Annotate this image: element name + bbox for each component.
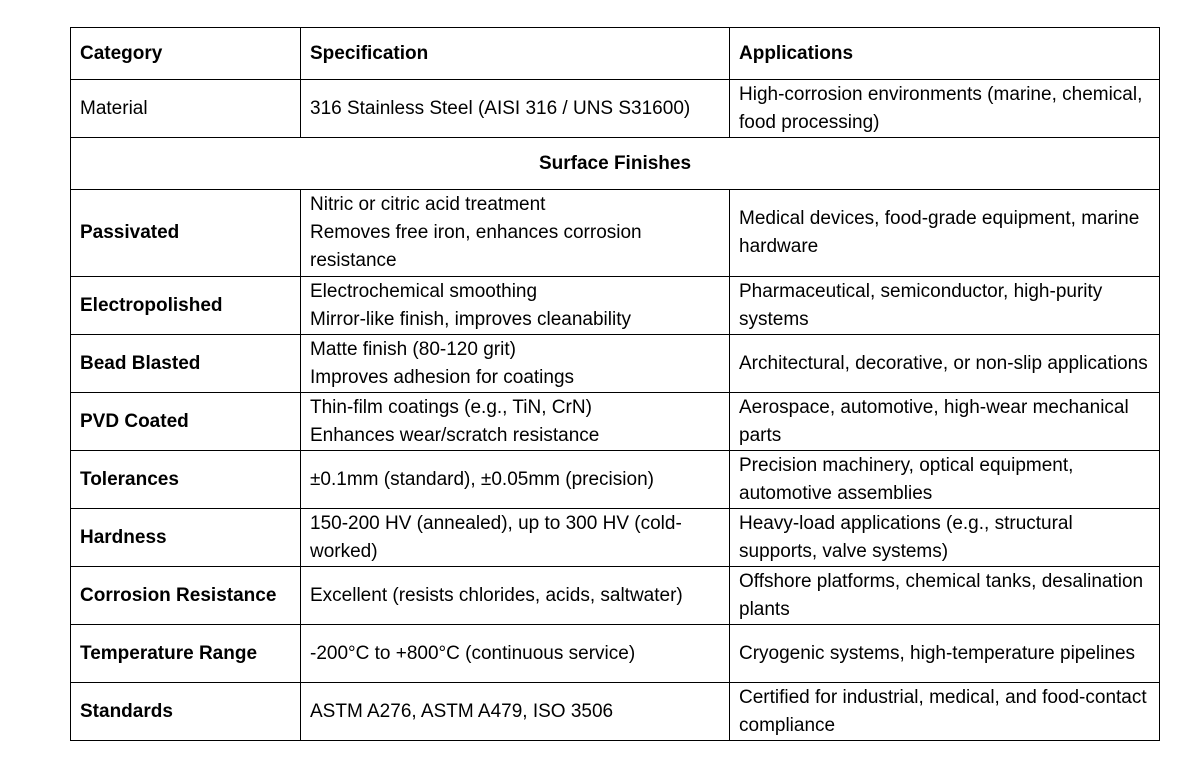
row-specification [301, 567, 730, 625]
row-applications: Offshore platforms, chemical tanks, desalination plants [730, 567, 1160, 625]
row-specification [301, 451, 730, 509]
row-category: Tolerances [71, 451, 301, 509]
row-category: Bead Blasted [71, 335, 301, 393]
spec-line: Enhances wear/scratch resistance [310, 424, 600, 446]
spec-line: ASTM A276, ASTM A479, ISO 3506 [310, 700, 614, 722]
spec-line: Mirror-like finish, improves cleanability [310, 308, 631, 330]
header-row [71, 28, 1160, 80]
row-applications: Architectural, decorative, or non-slip applications [730, 335, 1160, 393]
row-category: Corrosion Resistance [71, 567, 301, 625]
row-specification [301, 509, 730, 567]
row-applications: Pharmaceutical, semiconductor, high-purity systems [730, 277, 1160, 335]
row-category: PVD Coated [71, 393, 301, 451]
header-category: Category [71, 28, 301, 80]
header-applications: Applications [730, 28, 1160, 80]
row-applications: Cryogenic systems, high-temperature pipelines [730, 625, 1160, 683]
row-category: Standards [71, 683, 301, 741]
section-row [71, 138, 1160, 190]
table-row [71, 567, 1160, 625]
row-specification [301, 625, 730, 683]
section-title: Surface Finishes [71, 138, 1160, 190]
table-row [71, 625, 1160, 683]
row-applications: Medical devices, food-grade equipment, marine hardware [730, 190, 1160, 277]
table-row [71, 509, 1160, 567]
table-row [71, 393, 1160, 451]
header-specification: Specification [301, 28, 730, 80]
table-row [71, 190, 1160, 277]
row-specification [301, 190, 730, 277]
row-applications: Certified for industrial, medical, and food-contact compliance [730, 683, 1160, 741]
material-row [71, 80, 1160, 138]
material-applications: High-corrosion environments (marine, chemical, food processing) [730, 80, 1160, 138]
table-row [71, 277, 1160, 335]
spec-line: Removes free iron, enhances corrosion resistance [310, 222, 642, 271]
spec-line: -200°C to +800°C (continuous service) [310, 642, 636, 664]
material-category: Material [71, 80, 301, 138]
spec-line: Nitric or citric acid treatment [310, 194, 546, 215]
spec-line: Excellent (resists chlorides, acids, saltwater) [310, 584, 683, 606]
row-specification [301, 683, 730, 741]
row-category: Hardness [71, 509, 301, 567]
spec-line: Matte finish (80-120 grit) [310, 338, 516, 360]
row-category: Electropolished [71, 277, 301, 335]
spec-table [70, 27, 1160, 741]
row-applications: Precision machinery, optical equipment, automotive assemblies [730, 451, 1160, 509]
table-row [71, 451, 1160, 509]
spec-line: Electrochemical smoothing [310, 280, 538, 302]
row-category: Temperature Range [71, 625, 301, 683]
spec-line: Improves adhesion for coatings [310, 366, 575, 388]
spec-line: Thin-film coatings (e.g., TiN, CrN) [310, 396, 592, 418]
row-category: Passivated [71, 190, 301, 277]
row-specification [301, 277, 730, 335]
spec-line: 150-200 HV (annealed), up to 300 HV (cold-worked) [310, 512, 682, 562]
row-applications: Heavy-load applications (e.g., structural supports, valve systems) [730, 509, 1160, 567]
row-specification [301, 393, 730, 451]
spec-line: ±0.1mm (standard), ±0.05mm (precision) [310, 468, 654, 490]
table-row [71, 335, 1160, 393]
row-specification [301, 335, 730, 393]
material-specification: 316 Stainless Steel (AISI 316 / UNS S31600) [301, 80, 730, 138]
table-row [71, 683, 1160, 741]
row-applications: Aerospace, automotive, high-wear mechanical parts [730, 393, 1160, 451]
